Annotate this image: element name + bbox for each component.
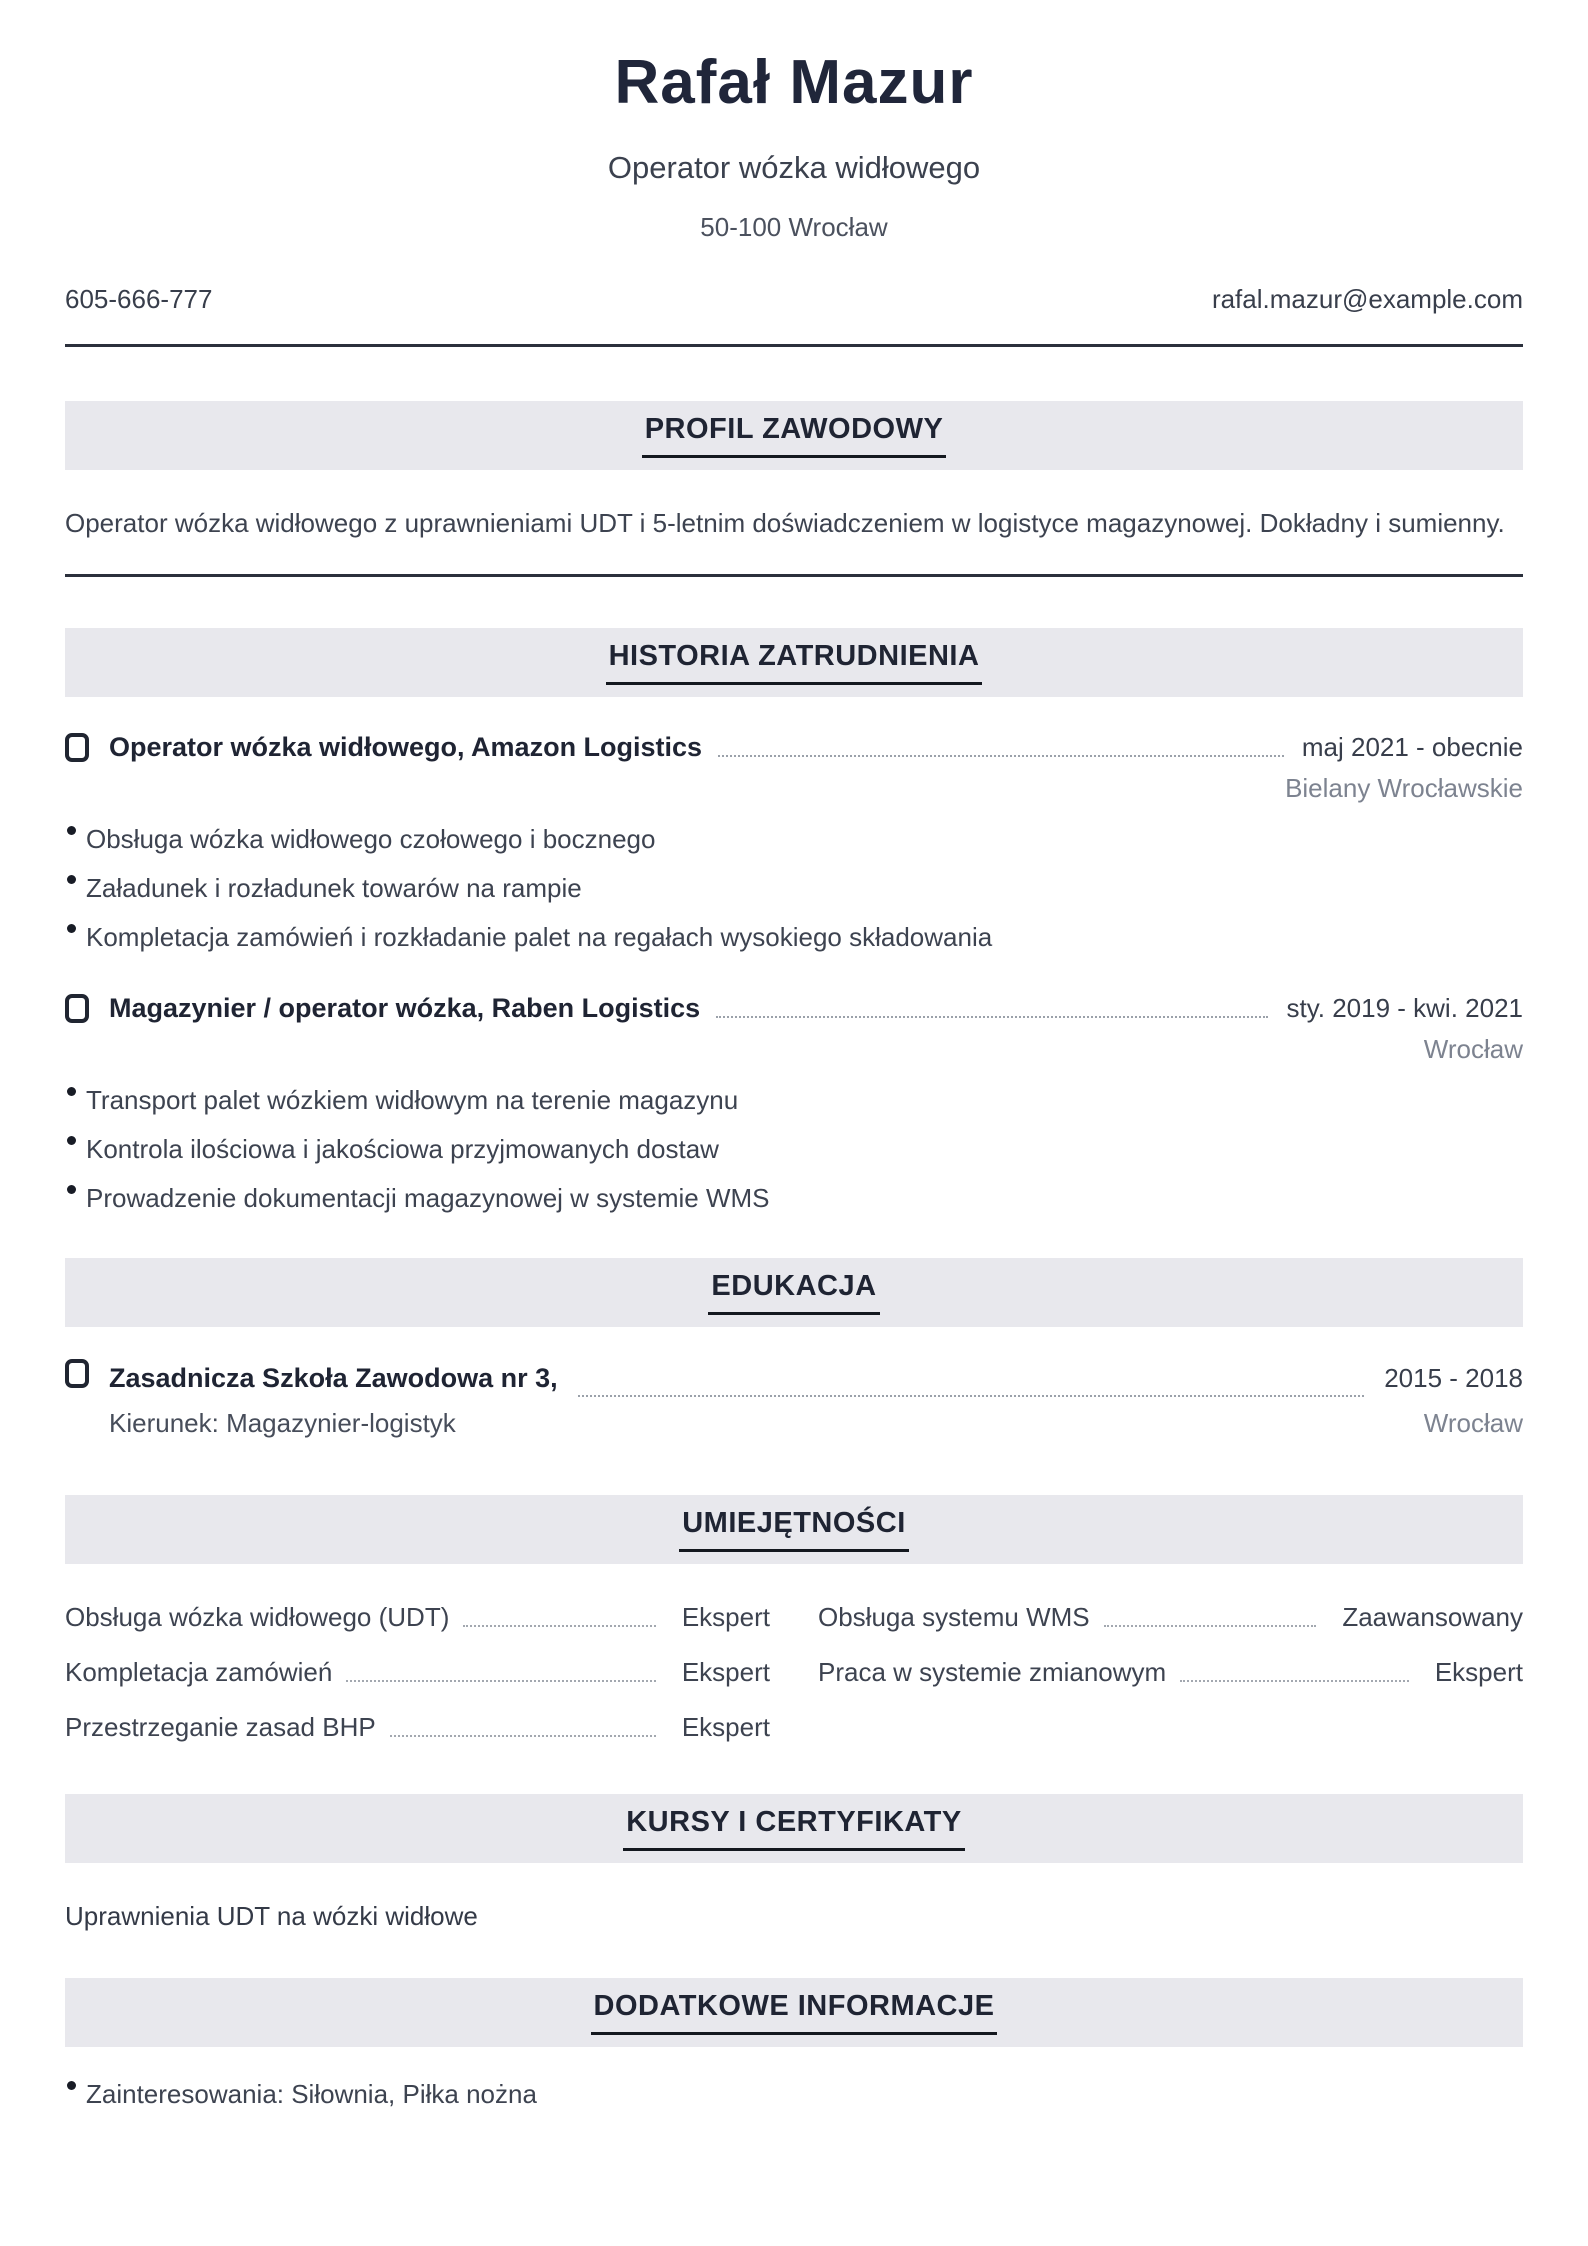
section-band-education [65, 1258, 1523, 1327]
phone-number: 605-666-777 [65, 284, 213, 314]
job-bullet-list [65, 1076, 1523, 1223]
skill-level: Ekspert [1434, 1657, 1523, 1687]
skills-grid [65, 1600, 1523, 1744]
candidate-location: 50-100 Wrocław [700, 212, 888, 242]
education-entry [65, 1359, 1523, 1441]
section-band-skills [65, 1495, 1523, 1564]
checkbox-icon [65, 733, 89, 762]
skill-name: Obsługa systemu WMS [818, 1602, 1090, 1632]
bullet-text: Załadunek i rozładunek towarów na rampie [86, 873, 582, 903]
job-entry-header [65, 729, 1523, 765]
bullet-icon [67, 1087, 76, 1096]
education-location: Wrocław [1423, 1408, 1523, 1438]
bullet-icon [67, 875, 76, 884]
bullet-text: Kontrola ilościowa i jakościowa przyjmowanych dostaw [86, 1134, 719, 1164]
interest-text: Zainteresowania: Siłownia, Piłka nożna [86, 2079, 537, 2109]
section-band-additional [65, 1978, 1523, 2047]
job-location: Wrocław [1423, 1034, 1523, 1064]
skill-name: Praca w systemie zmianowym [818, 1657, 1167, 1687]
section-heading-skills: UMIEJĘTNOŚCI [679, 1507, 909, 1552]
candidate-job-title: Operator wózka widłowego [607, 150, 981, 185]
skill-row [65, 1655, 770, 1689]
section-heading-courses: KURSY I CERTYFIKATY [623, 1806, 965, 1851]
list-item [65, 864, 1523, 913]
list-item [65, 2077, 1523, 2111]
skill-level: Ekspert [681, 1657, 770, 1687]
bullet-icon [67, 924, 76, 933]
bullet-icon [67, 1136, 76, 1145]
education-lines [109, 1359, 558, 1441]
list-item [65, 815, 1523, 864]
skill-level: Zaawansowany [1342, 1602, 1523, 1632]
list-item [65, 913, 1523, 962]
education-right [1384, 1359, 1523, 1441]
job-entry-header [65, 990, 1523, 1026]
divider [65, 574, 1523, 577]
skill-level: Ekspert [681, 1712, 770, 1742]
dotted-leader [1180, 1680, 1409, 1682]
checkbox-icon [65, 1359, 89, 1388]
dotted-leader [390, 1735, 656, 1737]
job-dates: sty. 2019 - kwi. 2021 [1286, 993, 1523, 1023]
bullet-text: Obsługa wózka widłowego czołowego i bocznego [86, 824, 656, 854]
candidate-name: Rafał Mazur [614, 48, 974, 117]
section-heading-education: EDUKACJA [708, 1270, 879, 1315]
skill-row [65, 1710, 770, 1744]
job-title: Operator wózka widłowego, Amazon Logistics [109, 732, 703, 762]
skill-row [818, 1655, 1523, 1689]
school-name: Zasadnicza Szkoła Zawodowa nr 3, [109, 1363, 558, 1393]
dotted-leader [718, 755, 1284, 757]
course-text: Uprawnienia UDT na wózki widłowe [65, 1901, 478, 1931]
additional-list [65, 2077, 1523, 2111]
dotted-leader [463, 1625, 655, 1627]
bullet-icon [67, 1185, 76, 1194]
section-heading-employment: HISTORIA ZATRUDNIENIA [606, 640, 983, 685]
education-left [65, 1359, 558, 1441]
section-band-profile [65, 401, 1523, 470]
dotted-leader [716, 1016, 1268, 1018]
skill-row [818, 1600, 1523, 1634]
section-band-courses [65, 1794, 1523, 1863]
bullet-icon [67, 2081, 76, 2090]
job-dates: maj 2021 - obecnie [1301, 732, 1523, 762]
list-item [65, 1125, 1523, 1174]
job-entry [65, 729, 1523, 962]
email-address: rafal.mazur@example.com [1211, 284, 1523, 314]
education-dates: 2015 - 2018 [1384, 1363, 1523, 1393]
bullet-text: Transport palet wózkiem widłowym na terenie magazynu [86, 1085, 739, 1115]
job-title: Magazynier / operator wózka, Raben Logistics [109, 993, 701, 1023]
skill-name: Obsługa wózka widłowego (UDT) [65, 1602, 450, 1632]
divider [65, 344, 1523, 347]
job-bullet-list [65, 815, 1523, 962]
section-heading-profile: PROFIL ZAWODOWY [642, 413, 947, 458]
job-location: Bielany Wrocławskie [1285, 773, 1523, 803]
list-item [65, 1174, 1523, 1223]
education-field: Kierunek: Magazynier-logistyk [109, 1408, 456, 1438]
section-band-employment [65, 628, 1523, 697]
skill-row [65, 1600, 770, 1634]
dotted-leader [1104, 1625, 1317, 1627]
skill-level: Ekspert [681, 1602, 770, 1632]
job-entry [65, 990, 1523, 1223]
dotted-leader [578, 1395, 1365, 1397]
dotted-leader [346, 1680, 655, 1682]
list-item [65, 1076, 1523, 1125]
contact-row [65, 282, 1523, 316]
profile-text: Operator wózka widłowego z uprawnieniami UDT i 5-letnim doświadczeniem w logistyce magazynowej. Dokładny i sumienny. [65, 508, 1505, 538]
section-heading-additional: DODATKOWE INFORMACJE [591, 1990, 998, 2035]
checkbox-icon [65, 994, 89, 1023]
skill-name: Przestrzeganie zasad BHP [65, 1712, 376, 1742]
bullet-icon [67, 826, 76, 835]
bullet-text: Prowadzenie dokumentacji magazynowej w systemie WMS [86, 1183, 770, 1213]
skill-name: Kompletacja zamówień [65, 1657, 333, 1687]
bullet-text: Kompletacja zamówień i rozkładanie palet na regałach wysokiego składowania [86, 922, 993, 952]
